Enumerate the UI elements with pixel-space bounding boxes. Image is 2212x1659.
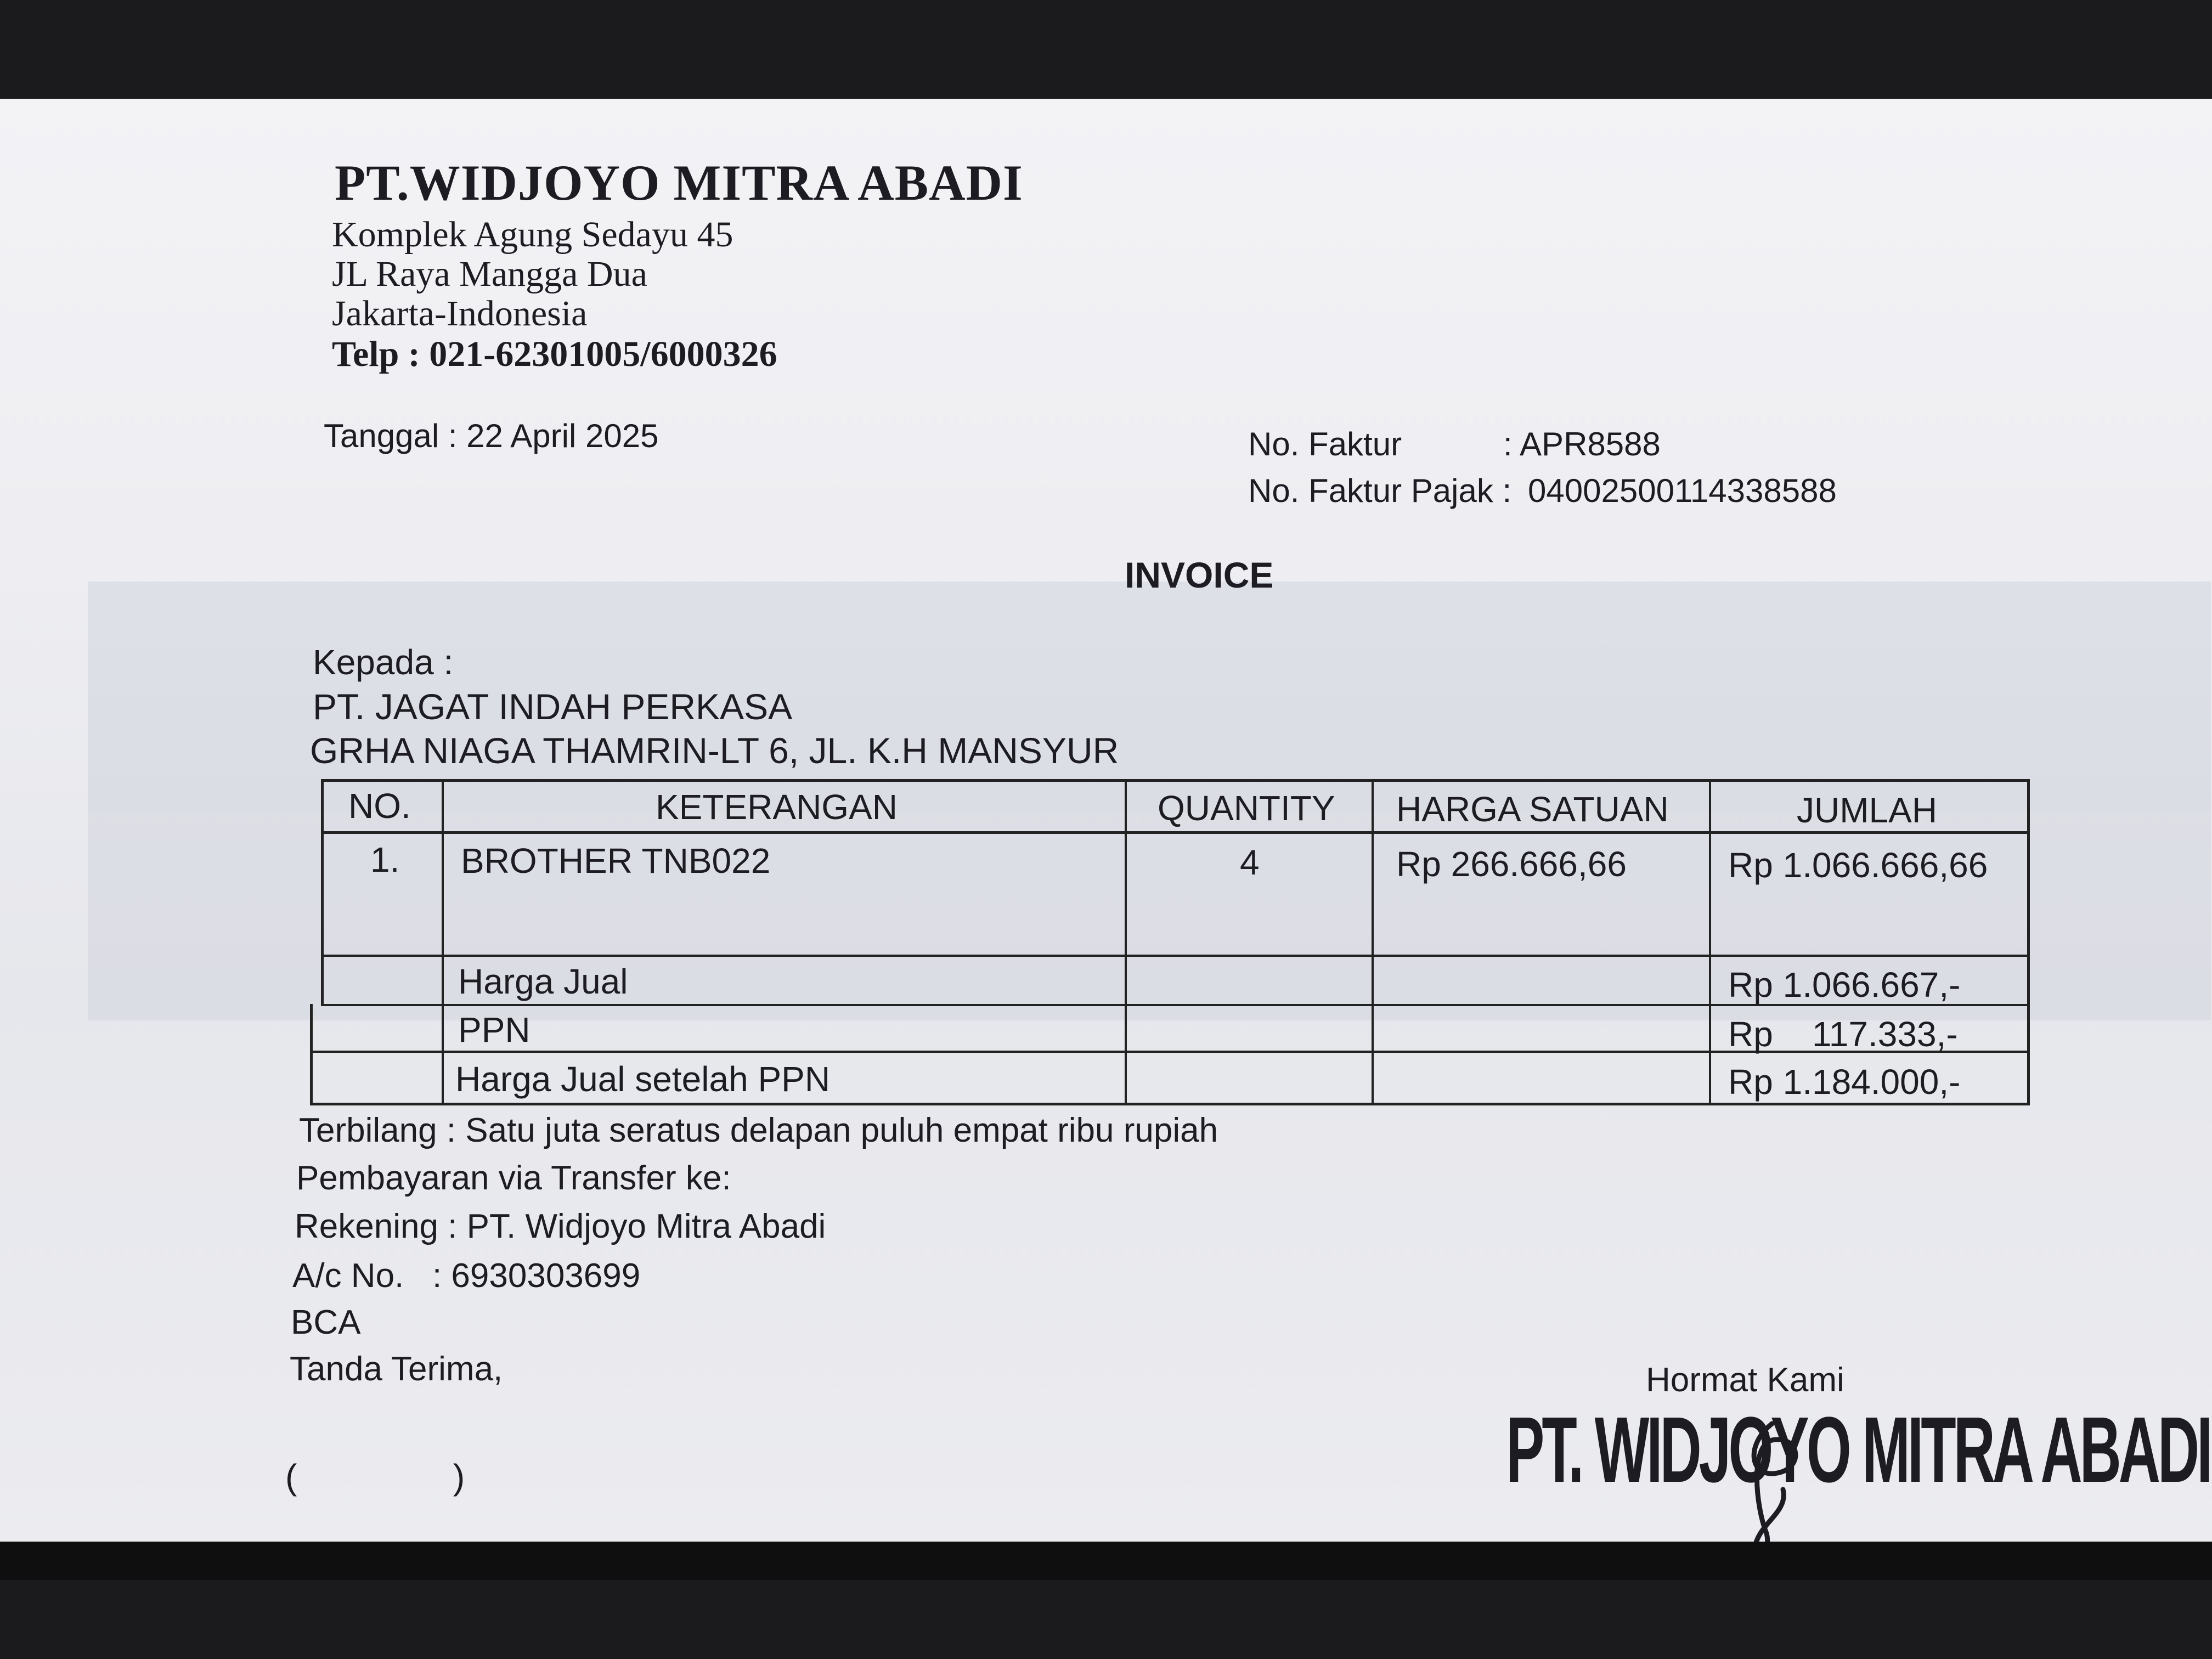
table-border [442,779,444,1105]
terbilang-text: Terbilang : Satu juta seratus delapan puluh empat ribu rupiah [299,1111,1218,1149]
faktur-pajak-label: No. Faktur Pajak : [1248,472,1512,509]
received-by-label: Tanda Terima, [290,1350,503,1388]
regards-label: Hormat Kami [1646,1361,1844,1399]
header-keterangan: KETERANGAN [656,787,898,827]
summary-value: Rp 1.066.667,- [1728,965,1961,1005]
invoice-title: INVOICE [1125,555,1274,595]
summary-label: PPN [458,1010,531,1049]
table-border [321,779,324,1004]
bank-account-number: A/c No. : 6930303699 [292,1257,641,1295]
summary-label: Harga Jual setelah PPN [455,1059,831,1099]
company-name: PT.WIDJOYO MITRA ABADI [335,155,1023,211]
payment-via: Pembayaran via Transfer ke: [296,1159,731,1197]
header-no: NO. [348,786,411,826]
row-no: 1. [370,840,400,879]
bank-account-name: Rekening : PT. Widjoyo Mitra Abadi [295,1207,826,1245]
header-harga-satuan: HARGA SATUAN [1396,789,1669,829]
table-border [321,831,2030,834]
summary-value: Rp 1.184.000,- [1728,1062,1961,1102]
recipient-address: GRHA NIAGA THAMRIN-LT 6, JL. K.H MANSYUR [310,730,1119,771]
summary-value: Rp 117.333,- [1728,1014,1958,1054]
recipient-name: PT. JAGAT INDAH PERKASA [313,686,793,727]
invoice-table [321,779,2030,1108]
summary-label: Harga Jual [458,962,628,1001]
row-description: BROTHER TNB022 [461,841,771,881]
company-phone: Telp : 021-62301005/6000326 [332,334,777,374]
row-quantity: 4 [1240,843,1260,882]
recipient-label: Kepada : [313,642,454,682]
row-unit-price: Rp 266.666,66 [1396,844,1627,884]
table-border [310,1004,313,1105]
company-address-line-1: Komplek Agung Sedayu 45 [332,215,733,255]
invoice-paper [0,99,2212,1580]
table-border [2027,779,2030,1105]
invoice-date: Tanggal : 22 April 2025 [324,417,659,454]
received-by-signature-space: ( ) [285,1457,465,1497]
company-stamp-name: PT. WIDJOYO MITRA ABADI [1506,1398,2210,1502]
bank-name: BCA [291,1304,361,1341]
table-border [1125,779,1127,1105]
table-border [321,779,2030,782]
bottom-shadow [0,1542,2212,1580]
header-jumlah: JUMLAH [1797,791,1938,830]
company-address-line-2: JL Raya Mangga Dua [332,254,647,294]
table-border [1372,779,1374,1105]
table-border [310,1103,2030,1105]
company-address-line-3: Jakarta-Indonesia [332,294,588,334]
faktur-pajak-value: 04002500114338588 [1528,472,1837,509]
table-border [321,955,2030,957]
table-border [1709,779,1711,1105]
row-total: Rp 1.066.666,66 [1728,845,1988,885]
header-quantity: QUANTITY [1158,788,1335,828]
faktur-value: : APR8588 [1503,426,1661,462]
faktur-label: No. Faktur [1248,426,1402,462]
